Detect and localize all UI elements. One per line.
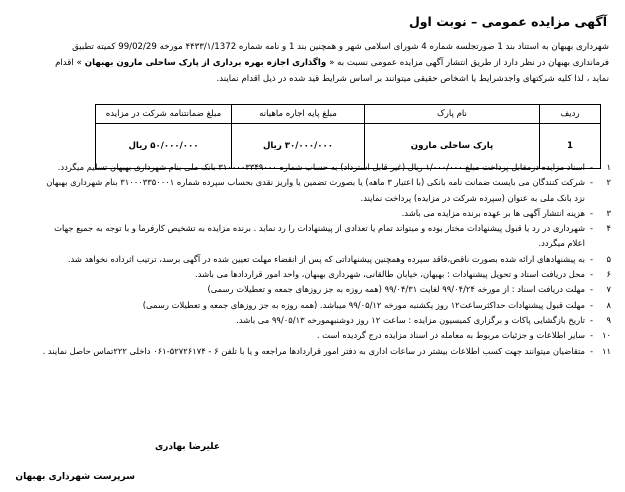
list-item — [13, 221, 611, 252]
list-item-line: مهلت قبول پیشنهادات حداکثرساعت۱۲ روز یکشنبه مورخه ۹۹/۰۵/۱۲ میباشد. (همه روزه به جز روزهای جمعه و تعطیلات رسمی) — [142, 299, 585, 310]
list-item — [13, 175, 611, 206]
col-row-number: ردیف — [540, 105, 601, 124]
list-item-number: ۲ — [606, 177, 611, 188]
list-item-text — [13, 328, 585, 343]
list-item-text — [13, 313, 585, 328]
list-item-separator: - — [589, 177, 593, 188]
list-item-line: تاریخ بازگشایی پاکات و برگزاری کمیسیون مزایده : ساعت ۱۲ روز دوشنبهمورخه ۹۹/۰۵/۱۳ می باشد. — [236, 314, 585, 325]
list-item-text — [13, 206, 585, 221]
list-item-text — [13, 175, 585, 206]
list-item — [13, 252, 611, 267]
list-item-line: سایر اطلاعات و جزئیات مربوط به معامله در اسناد مزایده درج گردیده است . — [316, 330, 585, 341]
signer-title: سرپرست شهرداری بهبهان — [15, 472, 135, 482]
list-item-line: به پیشنهادهای ارائه شده بصورت ناقص،فاقد سپرده وهمچنین پیشنهاداتی که پس از انقضاء مهلت تعیین شده در آگهی برسد، ترتیب اثرداده نخواهد شد. — [67, 253, 585, 264]
list-item-number: ۳ — [606, 207, 611, 218]
list-item — [13, 344, 611, 359]
list-item-text — [13, 282, 585, 297]
announcement-title: آگهی مزایده عمومی – نوبت اول — [408, 14, 607, 29]
list-item-separator: - — [589, 162, 593, 172]
list-item-number: ۱۰ — [602, 330, 611, 341]
col-park-name: نام پارک — [365, 105, 540, 124]
list-item-separator: - — [589, 253, 593, 264]
list-item-line: هزینه انتشار آگهی ها بر عهده برنده مزایده می باشد. — [401, 207, 585, 218]
list-item-separator: - — [589, 330, 593, 341]
list-item-text — [13, 298, 585, 313]
announcement-page — [8, 6, 615, 486]
list-item-text — [13, 252, 585, 267]
list-item-number: ۱ — [606, 162, 611, 172]
list-item-separator: - — [589, 284, 593, 295]
list-item-line: محل دریافت اسناد و تحویل پیشنهادات : بهبهان، خیابان طالقانی، شهرداری بهبهان، واحد امور قراردادها می باشد. — [195, 269, 585, 280]
cell-guarantee-amount: ۵۰/۰۰۰/۰۰۰ ریال — [96, 124, 232, 169]
list-item — [13, 160, 611, 175]
list-item-number: ۷ — [606, 284, 611, 295]
list-item-text — [13, 344, 585, 359]
list-item — [13, 267, 611, 282]
col-monthly-rent: مبلغ پایه اجاره ماهیانه — [232, 105, 365, 124]
list-item-text — [13, 267, 585, 282]
intro-paragraph — [13, 39, 609, 87]
list-item-number: ۶ — [606, 269, 611, 280]
list-item-number: ۱۱ — [602, 345, 611, 356]
list-item-line: متقاضیان میتوانند جهت کسب اطلاعات بیشتر در ساعات اداری به دفتر امور قراردادها مراجعه و یا با تلفن ۶ - ۵۲۷۲۶۱۷۴-۰۶۱ داخلی ۲۲۲تماس حاصل نمایند . — [42, 345, 585, 356]
list-item-separator: - — [589, 314, 593, 325]
list-item — [13, 298, 611, 313]
list-item-separator: - — [589, 299, 593, 310]
list-item-separator: - — [589, 269, 593, 280]
cell-park-name: پارک ساحلی مارون — [365, 124, 540, 169]
list-item — [13, 328, 611, 343]
list-item-line: اسناد مزایده درمقابل پرداخت مبلغ ۱/۰۰۰/۰۰۰ ریال (غیر قابل استرداد) به حساب شماره ۳۱۰۰۰۰۳۳۴۹۰۰۰ بانک ملی بنام شهرداری بهبهان تسلیم میگردد. — [57, 162, 585, 172]
list-item-line: نزد بانک ملی به عنوان (سپرده شرکت در مزایده) پرداخت نمایند. — [360, 192, 585, 203]
table-header-row — [96, 105, 601, 124]
signer-name: علیرضا بهادری — [154, 442, 220, 452]
list-item-line: اعلام میگردد. — [538, 238, 585, 249]
list-item — [13, 282, 611, 297]
cell-row-number: 1 — [540, 124, 601, 169]
intro-line-2: فرمانداری بهبهان در نظر دارد از طریق انتشار آگهی مزایده عمومی نسبت به « واگذاری اجازه بهره برداری از پارک ساحلی مارون بهبهان » اقدام — [55, 58, 609, 68]
intro-line-1: شهرداری بهبهان به استناد بند 1 صورتجلسه شماره 4 شورای اسلامی شهر و همچنین بند 1 و نامه شماره ۴۴۳۳/۱/1372 مورخه 99/02/29 کمیته تطبیق — [72, 42, 609, 52]
list-item-number: ۸ — [606, 299, 611, 310]
list-item-separator: - — [589, 223, 593, 234]
list-item-line: شرکت کنندگان می بایست ضمانت نامه بانکی (با اعتبار ۳ ماهه) یا بصورت تضمین یا واریز نقدی بحساب سپرده شماره ۳۱۰۰۰۳۳۵۰۰۰۱ بنام شهرداری بهبهان — [46, 177, 585, 188]
intro-subject: واگذاری اجازه بهره برداری از پارک ساحلی مارون بهبهان — [81, 58, 330, 68]
list-item-number: ۵ — [606, 253, 611, 264]
list-item-line: شهرداری در رد یا قبول پیشنهادات مختار بوده و میتواند تمام یا تعدادی از پیشنهادات را رد نماید . برنده مزایده به تشخیص کارفرما و با توجه به جمیع جهات — [54, 223, 585, 234]
conditions-list — [13, 160, 611, 359]
list-item-separator: - — [589, 207, 593, 218]
list-item — [13, 206, 611, 221]
cell-monthly-rent: ۳۰/۰۰۰/۰۰۰ ریال — [232, 124, 365, 169]
list-item — [13, 313, 611, 328]
list-item-line: مهلت دریافت اسناد : از مورخه ۹۹/۰۴/۲۴ لغایت ۹۹/۰۴/۳۱ (همه روزه به جز روزهای جمعه و تعطیلات رسمی) — [207, 284, 585, 295]
list-item-text — [13, 221, 585, 252]
list-item-text — [13, 160, 585, 175]
intro-line-3: نماید ، لذا کلیه شرکتهای واجدشرایط یا اشخاص حقیقی میتوانند بر اساس شرایط قید شده در ذیل اقدام نمایند. — [216, 74, 609, 84]
list-item-number: ۹ — [606, 314, 611, 325]
list-item-number: ۴ — [606, 223, 611, 234]
list-item-separator: - — [589, 345, 593, 356]
col-guarantee-amount: مبلغ ضمانتنامه شرکت در مزایده — [96, 105, 232, 124]
